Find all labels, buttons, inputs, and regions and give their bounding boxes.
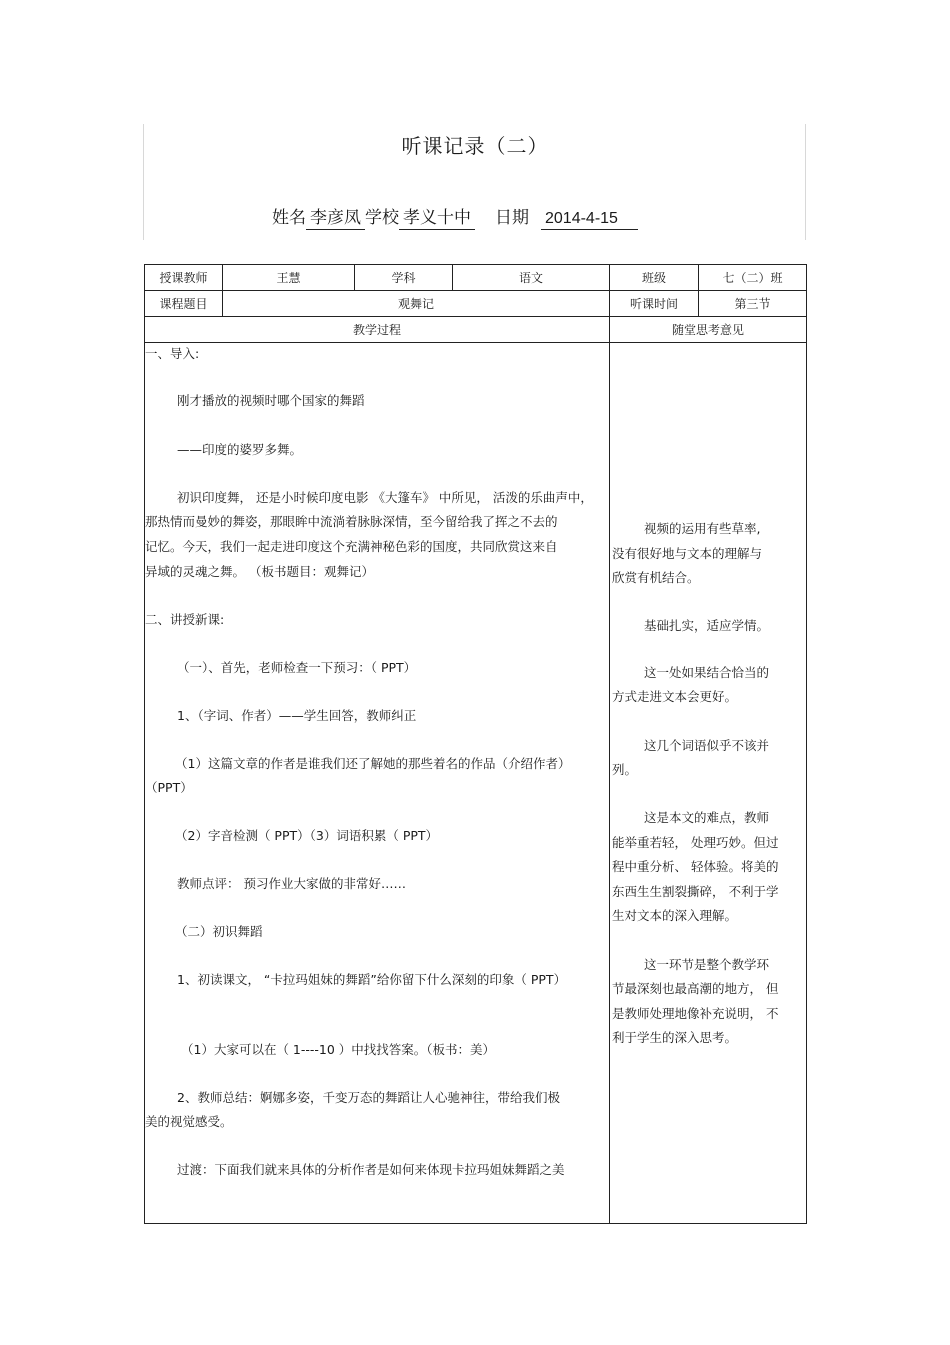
table-row bbox=[145, 265, 807, 291]
comment-line: 东西生生割裂撕碎， 不利于学 bbox=[612, 884, 779, 899]
table-row bbox=[145, 317, 807, 343]
comments-cell bbox=[610, 343, 807, 1224]
process-line: 2、教师总结：婀娜多姿，千变万态的舞蹈让人心驰神往，带给我们极 bbox=[177, 1090, 560, 1105]
name-label: 姓名 bbox=[272, 208, 306, 228]
table-row bbox=[145, 291, 807, 317]
table-row bbox=[145, 343, 807, 1224]
topic-value: 观舞记 bbox=[223, 291, 610, 317]
process-header: 教学过程 bbox=[145, 317, 610, 343]
school-label: 学校 bbox=[365, 208, 399, 228]
comment-line: 基础扎实，适应学情。 bbox=[644, 618, 770, 633]
date-label: 日期 bbox=[495, 208, 529, 228]
comment-line: 这几个词语似乎不该并 bbox=[644, 738, 770, 753]
date-value: 2014-4-15 bbox=[541, 210, 638, 230]
comment-line: 利于学生的深入思考。 bbox=[612, 1030, 738, 1045]
process-line: （二）初识舞蹈 bbox=[175, 924, 263, 939]
comment-line: 欣赏有机结合。 bbox=[612, 570, 700, 585]
process-line: ——印度的婆罗多舞。 bbox=[177, 442, 303, 457]
comment-line: 节最深刻也最高潮的地方， 但 bbox=[612, 981, 779, 996]
process-line: 那热情而曼妙的舞姿，那眼眸中流淌着脉脉深情，至今留给我了挥之不去的 bbox=[145, 514, 558, 529]
topic-label: 课程题目 bbox=[145, 291, 223, 317]
info-line bbox=[272, 203, 638, 230]
subject-value: 语文 bbox=[453, 265, 610, 291]
class-value: 七（二）班 bbox=[699, 265, 807, 291]
comment-line: 能举重若轻， 处理巧妙。但过 bbox=[612, 835, 779, 850]
teacher-label: 授课教师 bbox=[145, 265, 223, 291]
process-line: 教师点评： 预习作业大家做的非常好…… bbox=[177, 876, 406, 891]
comment-line: 是教师处理地像补充说明， 不 bbox=[612, 1006, 779, 1021]
process-line: 初识印度舞， 还是小时候印度电影 《大篷车》 中所见， 活泼的乐曲声中， bbox=[177, 490, 593, 505]
time-value: 第三节 bbox=[699, 291, 807, 317]
process-line: （PPT） bbox=[145, 780, 193, 795]
class-label: 班级 bbox=[610, 265, 699, 291]
process-line: 美的视觉感受。 bbox=[145, 1114, 233, 1129]
comment-line: 生对文本的深入理解。 bbox=[612, 908, 738, 923]
process-line: 刚才播放的视频时哪个国家的舞蹈 bbox=[177, 393, 365, 408]
process-line: （一）、首先，老师检查一下预习：（ PPT） bbox=[177, 660, 417, 675]
comment-line: 方式走进文本会更好。 bbox=[612, 689, 738, 704]
page-title: 听课记录（二） bbox=[401, 134, 549, 158]
process-line: 异域的灵魂之舞。 （板书题目：观舞记） bbox=[145, 564, 374, 579]
comment-line: 这一处如果结合恰当的 bbox=[644, 665, 770, 680]
comment-line: 程中重分析、 轻体验。将美的 bbox=[612, 859, 779, 874]
time-label: 听课时间 bbox=[610, 291, 699, 317]
process-line: （2）字音检测（ PPT）（3）词语积累（ PPT） bbox=[175, 828, 439, 843]
process-cell bbox=[145, 343, 610, 1224]
process-line: （1）这篇文章的作者是谁我们还了解她的那些着名的作品（介绍作者） bbox=[175, 756, 571, 771]
school-value: 孝义十中 bbox=[399, 203, 475, 230]
name-value: 李彦凤 bbox=[306, 203, 365, 230]
process-line: （1）大家可以在（ 1----10 ）中找找答案。（板书：美） bbox=[181, 1042, 496, 1057]
process-line: 过渡：下面我们就来具体的分析作者是如何来体现卡拉玛姐妹舞蹈之美 bbox=[177, 1162, 565, 1177]
process-line: 二、讲授新课: bbox=[145, 612, 225, 627]
comment-line: 这一环节是整个教学环 bbox=[644, 957, 770, 972]
lesson-record-table bbox=[144, 264, 807, 1224]
comment-line: 这是本文的难点，教师 bbox=[644, 810, 770, 825]
process-line: 1、（字词、作者）——学生回答，教师纠正 bbox=[177, 708, 417, 723]
process-line: 一、导入: bbox=[145, 346, 200, 361]
comments-header: 随堂思考意见 bbox=[610, 317, 807, 343]
process-line: 1、初读课文， “卡拉玛姐妹的舞蹈”给你留下什么深刻的印象（ PPT） bbox=[177, 972, 567, 987]
teacher-value: 王慧 bbox=[223, 265, 355, 291]
comment-line: 没有很好地与文本的理解与 bbox=[612, 546, 763, 561]
comment-line: 列。 bbox=[612, 762, 638, 777]
comment-line: 视频的运用有些草率, bbox=[644, 521, 761, 536]
subject-label: 学科 bbox=[355, 265, 453, 291]
process-line: 记忆。今天，我们一起走进印度这个充满神秘色彩的国度，共同欣赏这来自 bbox=[145, 539, 558, 554]
